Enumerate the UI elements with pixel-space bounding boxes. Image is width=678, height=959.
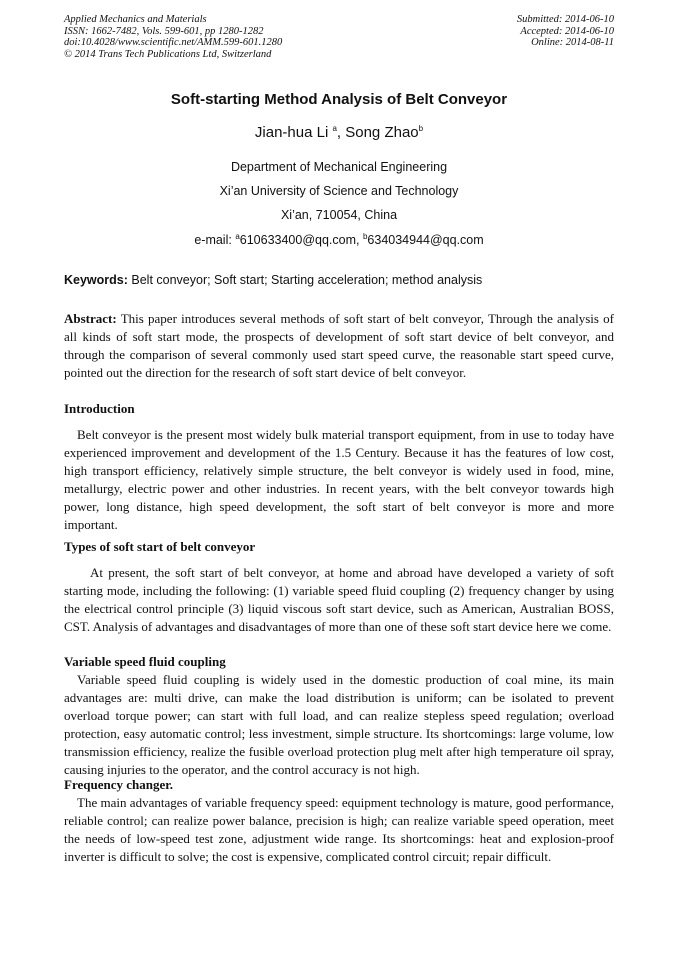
section-introduction	[64, 400, 614, 534]
section-heading: Frequency changer.	[64, 777, 174, 792]
section-heading: Variable speed fluid coupling	[64, 654, 226, 669]
section-frequency-changer	[64, 776, 614, 866]
submitted-date: Submitted: 2014-06-10	[516, 14, 614, 25]
section-heading: Types of soft start of belt conveyor	[64, 539, 256, 554]
dates	[517, 14, 614, 49]
section-paragraph: The main advantages of variable frequency speed: equipment technology is mature, good performance, reliable control; can realize power balance, precision is high; can realize variable speed operation, meet the needs of low-speed test zone, adjustment wide range. Its shortcomings: heat and explosion-proof inverter is difficult to solve; the cost is expensive, complicated control circuit; repair difficult.	[64, 795, 614, 864]
copyright: © 2014 Trans Tech Publications Ltd, Switzerland	[64, 48, 272, 60]
abstract	[64, 310, 614, 382]
email-label: e-mail:	[194, 233, 236, 248]
online-date: Online: 2014-08-11	[531, 37, 614, 48]
email	[0, 232, 678, 247]
email-sup-b: b	[362, 232, 368, 241]
author-1-sup: a	[332, 124, 337, 133]
doi: doi:10.4028/www.scientific.net/AMM.599-601.1280	[64, 37, 283, 48]
author-2: , Song Zhao	[336, 124, 419, 141]
section-paragraph: At present, the soft start of belt conveyor, at home and abroad have developed a variety of soft starting mode, including the following: (1) variable speed fluid coupling (2) frequency changer by using the electrical control principle (3) liquid viscous soft start device, such as American, Australian BOSS, CST. Analysis of advantages and disadvantages of more than one of these soft start device here we come.	[64, 565, 614, 634]
keywords-text: Belt conveyor; Soft start; Starting acceleration; method analysis	[127, 273, 483, 287]
author-2-sup: b	[418, 124, 424, 133]
journal-info	[64, 14, 282, 60]
keywords-label: Keywords:	[64, 273, 128, 287]
section-types	[64, 538, 614, 636]
section-paragraph: Belt conveyor is the present most widely bulk material transport equipment, from in use to today have experienced improvement and development of the 1.5 Century. Because it has the features of low cost, high transport efficiency, relatively simple structure, the belt conveyor is widely used in food, mine, metallurgy, electric power and other industries. In recent years, with the belt conveyor towards high power, long distance, high speed development, the soft start of belt conveyor is more and more important.	[64, 427, 614, 532]
section-paragraph: Variable speed fluid coupling is widely used in the domestic production of coal mine, its main advantages are: multi drive, can make the load distribution is uniform; can be isolated to prevent overload torque power; can start with full load, and can realize stepless speed regulation; overload protection, easy automatic control; less investment, simple structure. Its shortcomings: large volume, low transmission efficiency, realize the fusible overload protection plug melt after high temperature oil spray, causing injuries to the operator, and the control accuracy is not high.	[64, 672, 614, 777]
university: Xi’an University of Science and Technology	[219, 184, 459, 198]
abstract-label: Abstract:	[64, 311, 117, 326]
email-b: 634034944@qq.com	[367, 233, 484, 248]
section-heading: Introduction	[64, 401, 135, 416]
email-sup-a: a	[235, 232, 240, 241]
paper-title: Soft-starting Method Analysis of Belt Conveyor	[170, 91, 508, 108]
email-a: 610633400@qq.com,	[239, 233, 363, 248]
accepted-date: Accepted: 2014-06-10	[520, 25, 614, 37]
keywords	[64, 271, 614, 289]
author-1: Jian-hua Li	[254, 124, 329, 141]
abstract-text: This paper introduces several methods of soft start of belt conveyor, Through the analysis of all kinds of soft start mode, the prospects of development of soft start device of belt conveyor, and through the comparison of several commonly used start speed curve, the reasonable start speed curve, pointed out the direction for the research of soft start device of belt conveyor.	[64, 311, 614, 380]
issn: ISSN: 1662-7482, Vols. 599-601, pp 1280-1282	[64, 25, 264, 37]
department: Department of Mechanical Engineering	[230, 160, 448, 174]
section-fluid-coupling	[64, 653, 614, 779]
authors	[0, 124, 678, 141]
address: Xi’an, 710054, China	[280, 208, 398, 222]
journal-name: Applied Mechanics and Materials	[64, 14, 207, 25]
